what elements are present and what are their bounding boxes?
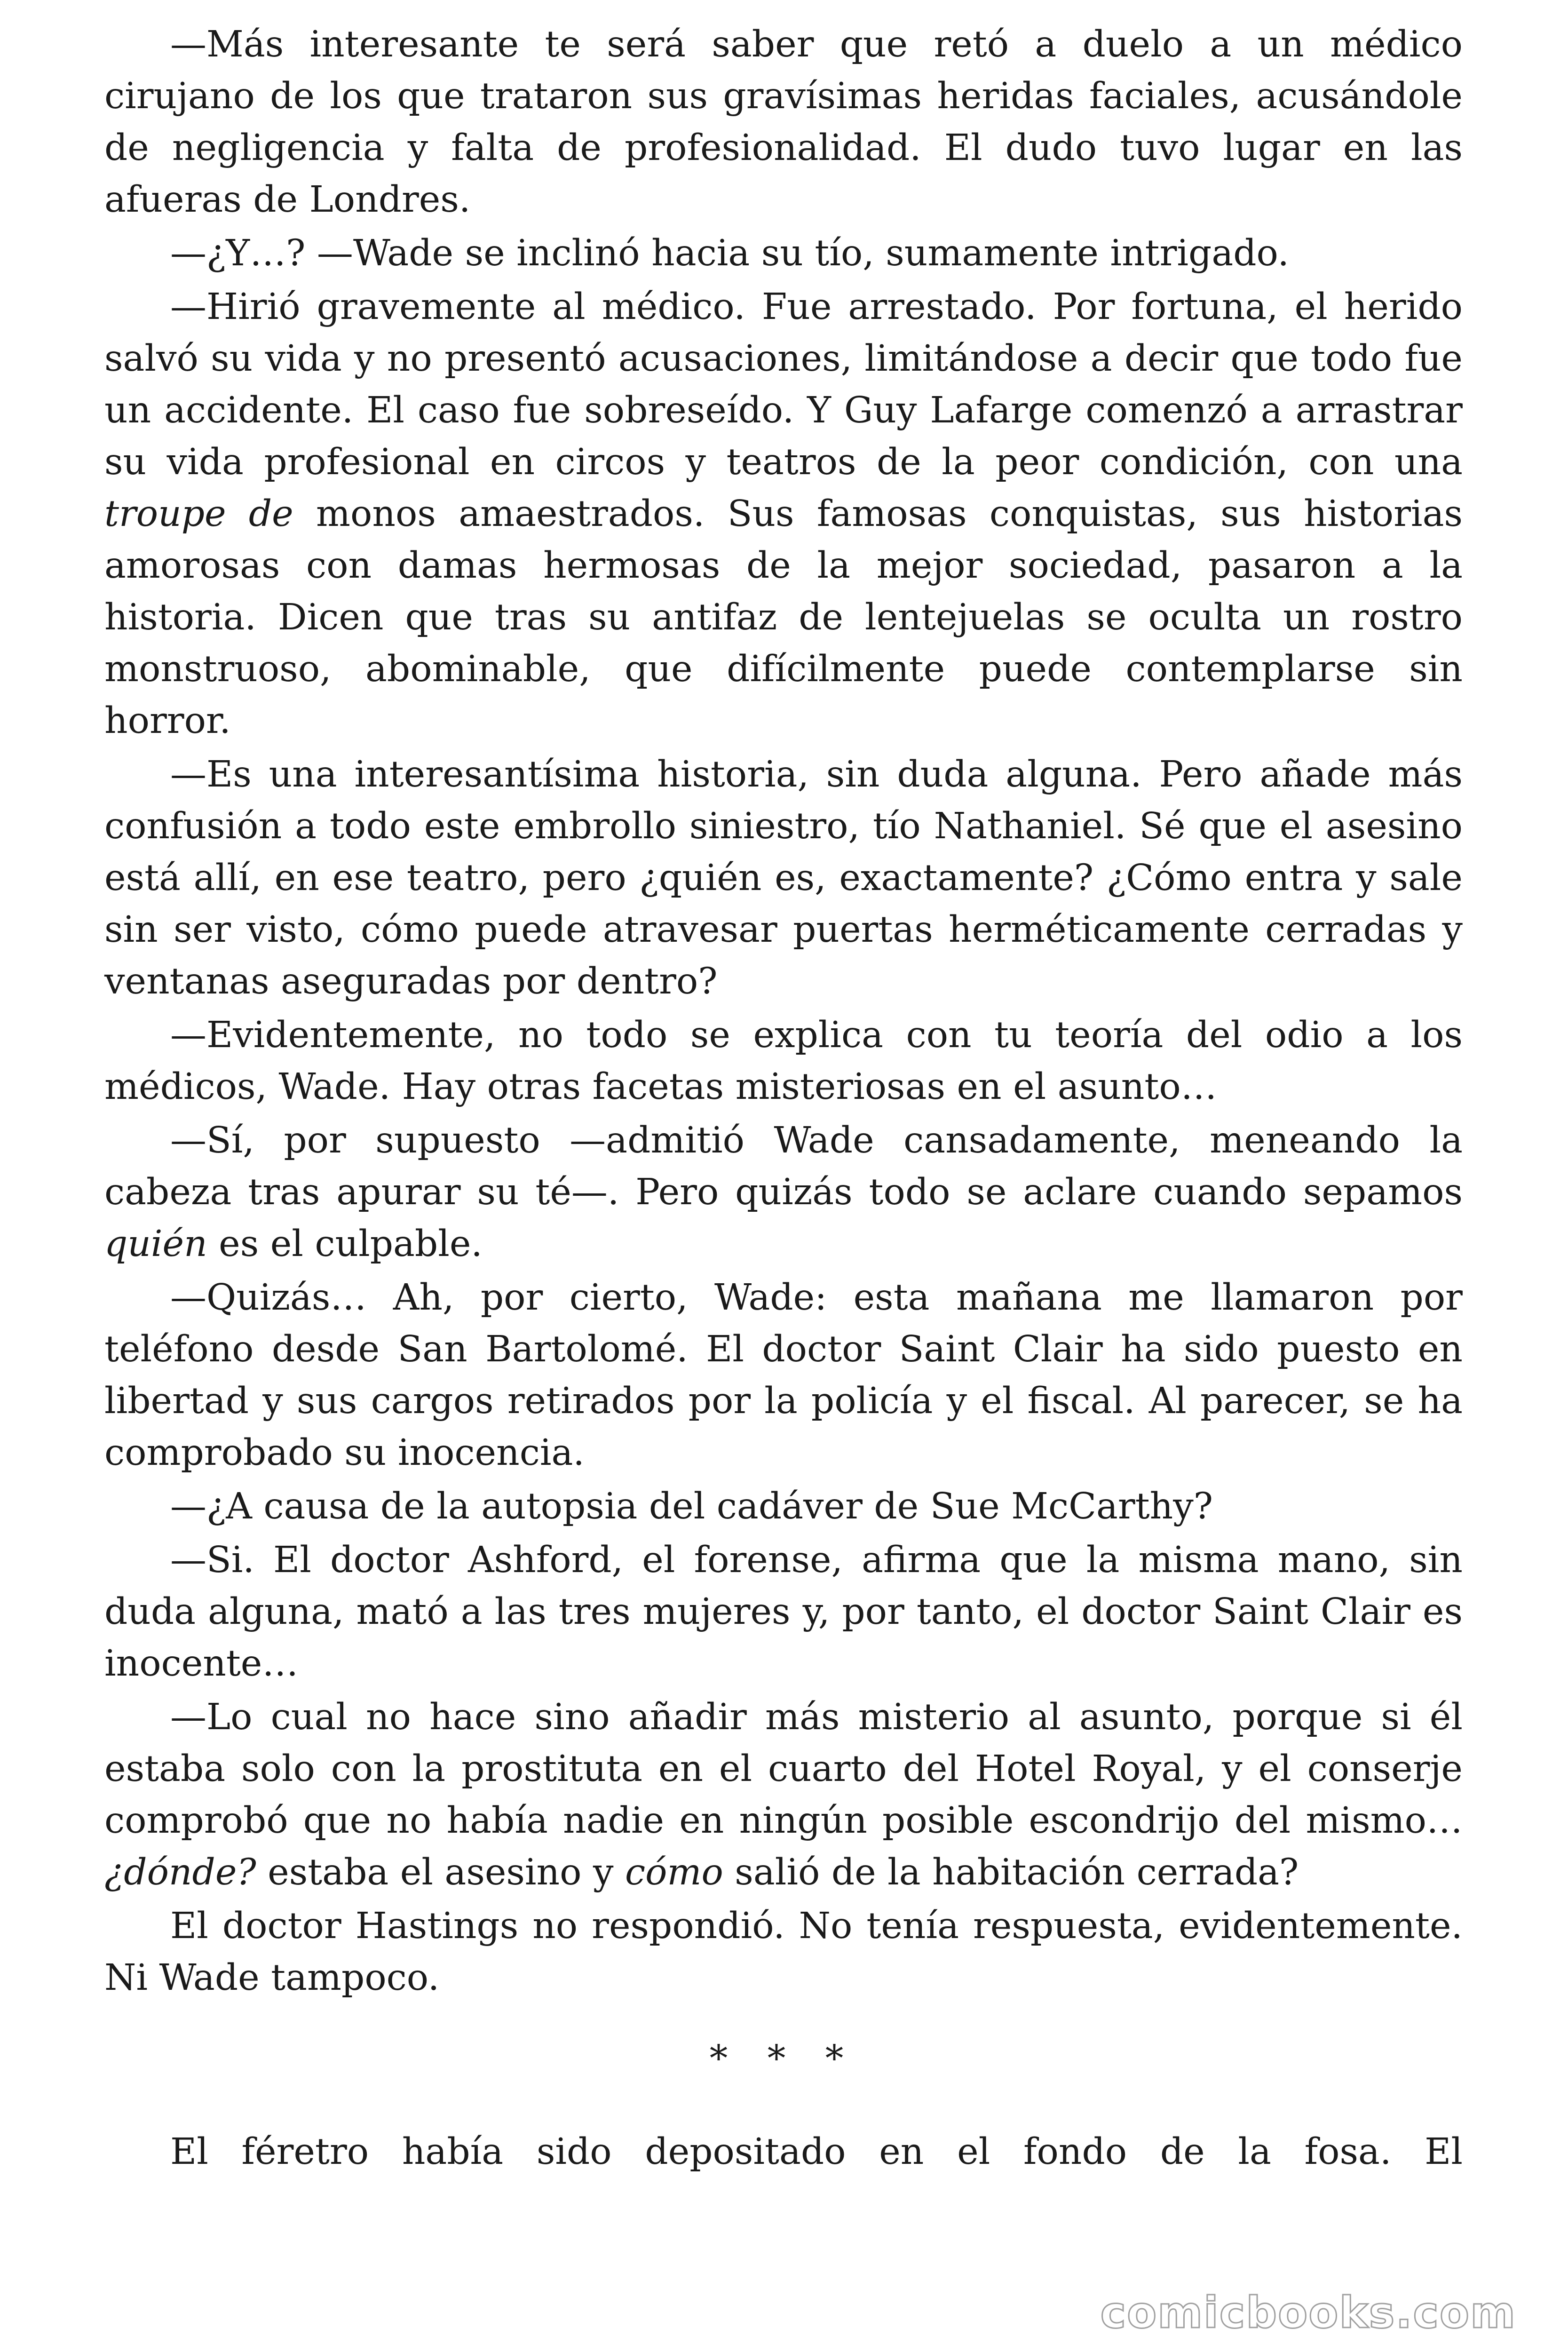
book-page [104,19,1463,2178]
italic-segment: quién [104,1223,207,1265]
text-segment: —Lo cual no hace sino añadir más misterio al asunto, porque si él estaba solo con la prostituta en el cuarto del Hotel Royal, y el conserje comprobó que no había nadie en ningún posible escondrijo del mismo… [104,1696,1463,1842]
text-segment: estaba el asesino y [256,1851,625,1893]
paragraph [104,1900,1463,2004]
watermark-logo: comicbooks.com [1100,2288,1516,2338]
text-body-bottom [104,2126,1463,2178]
text-segment: es el culpable. [207,1223,483,1265]
paragraph [104,281,1463,747]
text-segment: El féretro había sido depositado en el fondo de la fosa. El [170,2131,1463,2173]
paragraph [104,1115,1463,1270]
paragraph [104,749,1463,1008]
text-segment: —¿Y…? —Wade se inclinó hacia su tío, sumamente intrigado. [170,232,1289,274]
paragraph [104,1481,1463,1533]
text-body-top [104,19,1463,2004]
text-segment: monos amaestrados. Sus famosas conquistas, sus historias amorosas con damas hermosas de la mejor sociedad, pasaron a la historia. Dicen que tras su antifaz de lentejuelas se oculta un rostro monstruoso, abominable, que difícilmente puede contemplarse sin horror. [104,493,1463,742]
text-segment: —Sí, por supuesto —admitió Wade cansadamente, meneando la cabeza tras apurar su té—. Pero quizás todo se aclare cuando sepamos [104,1120,1463,1213]
text-segment: —Hirió gravemente al médico. Fue arrestado. Por fortuna, el herido salvó su vida y no presentó acusaciones, limitándose a decir que todo fue un accidente. El caso fue sobreseído. Y Guy Lafarge comenzó a arrastrar su vida profesional en circos y teatros de la peor condición, con una [104,286,1463,483]
paragraph [104,1272,1463,1479]
text-segment: —Más interesante te será saber que retó a duelo a un médico cirujano de los que trataron sus gravísimas heridas faciales, acusándole de negligencia y falta de profesionalidad. El dudo tuvo lugar en las afueras de Londres. [104,24,1463,221]
italic-segment: ¿dónde? [104,1851,256,1893]
paragraph [104,1692,1463,1899]
text-segment: —Quizás… Ah, por cierto, Wade: esta mañana me llamaron por teléfono desde San Bartolomé. El doctor Saint Clair ha sido puesto en libertad y sus cargos retirados por la policía y el fiscal. Al parecer, se ha comprobado su inocencia. [104,1277,1463,1474]
section-separator: * * * [709,2038,858,2080]
text-segment: —Si. El doctor Ashford, el forense, afirma que la misma mano, sin duda alguna, mató a las tres mujeres y, por tanto, el doctor Saint Clair es inocente… [104,1539,1463,1685]
italic-segment: troupe de [104,493,293,535]
paragraph [104,2126,1463,2178]
text-segment: —Evidentemente, no todo se explica con tu teoría del odio a los médicos, Wade. Hay otras facetas misteriosas en el asunto… [104,1014,1463,1108]
italic-segment: cómo [625,1851,723,1893]
paragraph [104,228,1463,279]
paragraph [104,19,1463,226]
paragraph [104,1534,1463,1690]
text-segment: salió de la habitación cerrada? [723,1851,1299,1893]
text-segment: —Es una interesantísima historia, sin duda alguna. Pero añade más confusión a todo este embrollo siniestro, tío Nathaniel. Sé que el asesino está allí, en ese teatro, pero ¿quién es, exactamente? ¿Cómo entra y sale sin ser visto, cómo puede atravesar puertas herméticamente cerradas y ventanas aseguradas por dentro? [104,754,1463,1002]
text-segment: —¿A causa de la autopsia del cadáver de Sue McCarthy? [170,1486,1213,1527]
paragraph [104,1009,1463,1113]
text-segment: El doctor Hastings no respondió. No tenía respuesta, evidentemente. Ni Wade tampoco. [104,1905,1463,1999]
